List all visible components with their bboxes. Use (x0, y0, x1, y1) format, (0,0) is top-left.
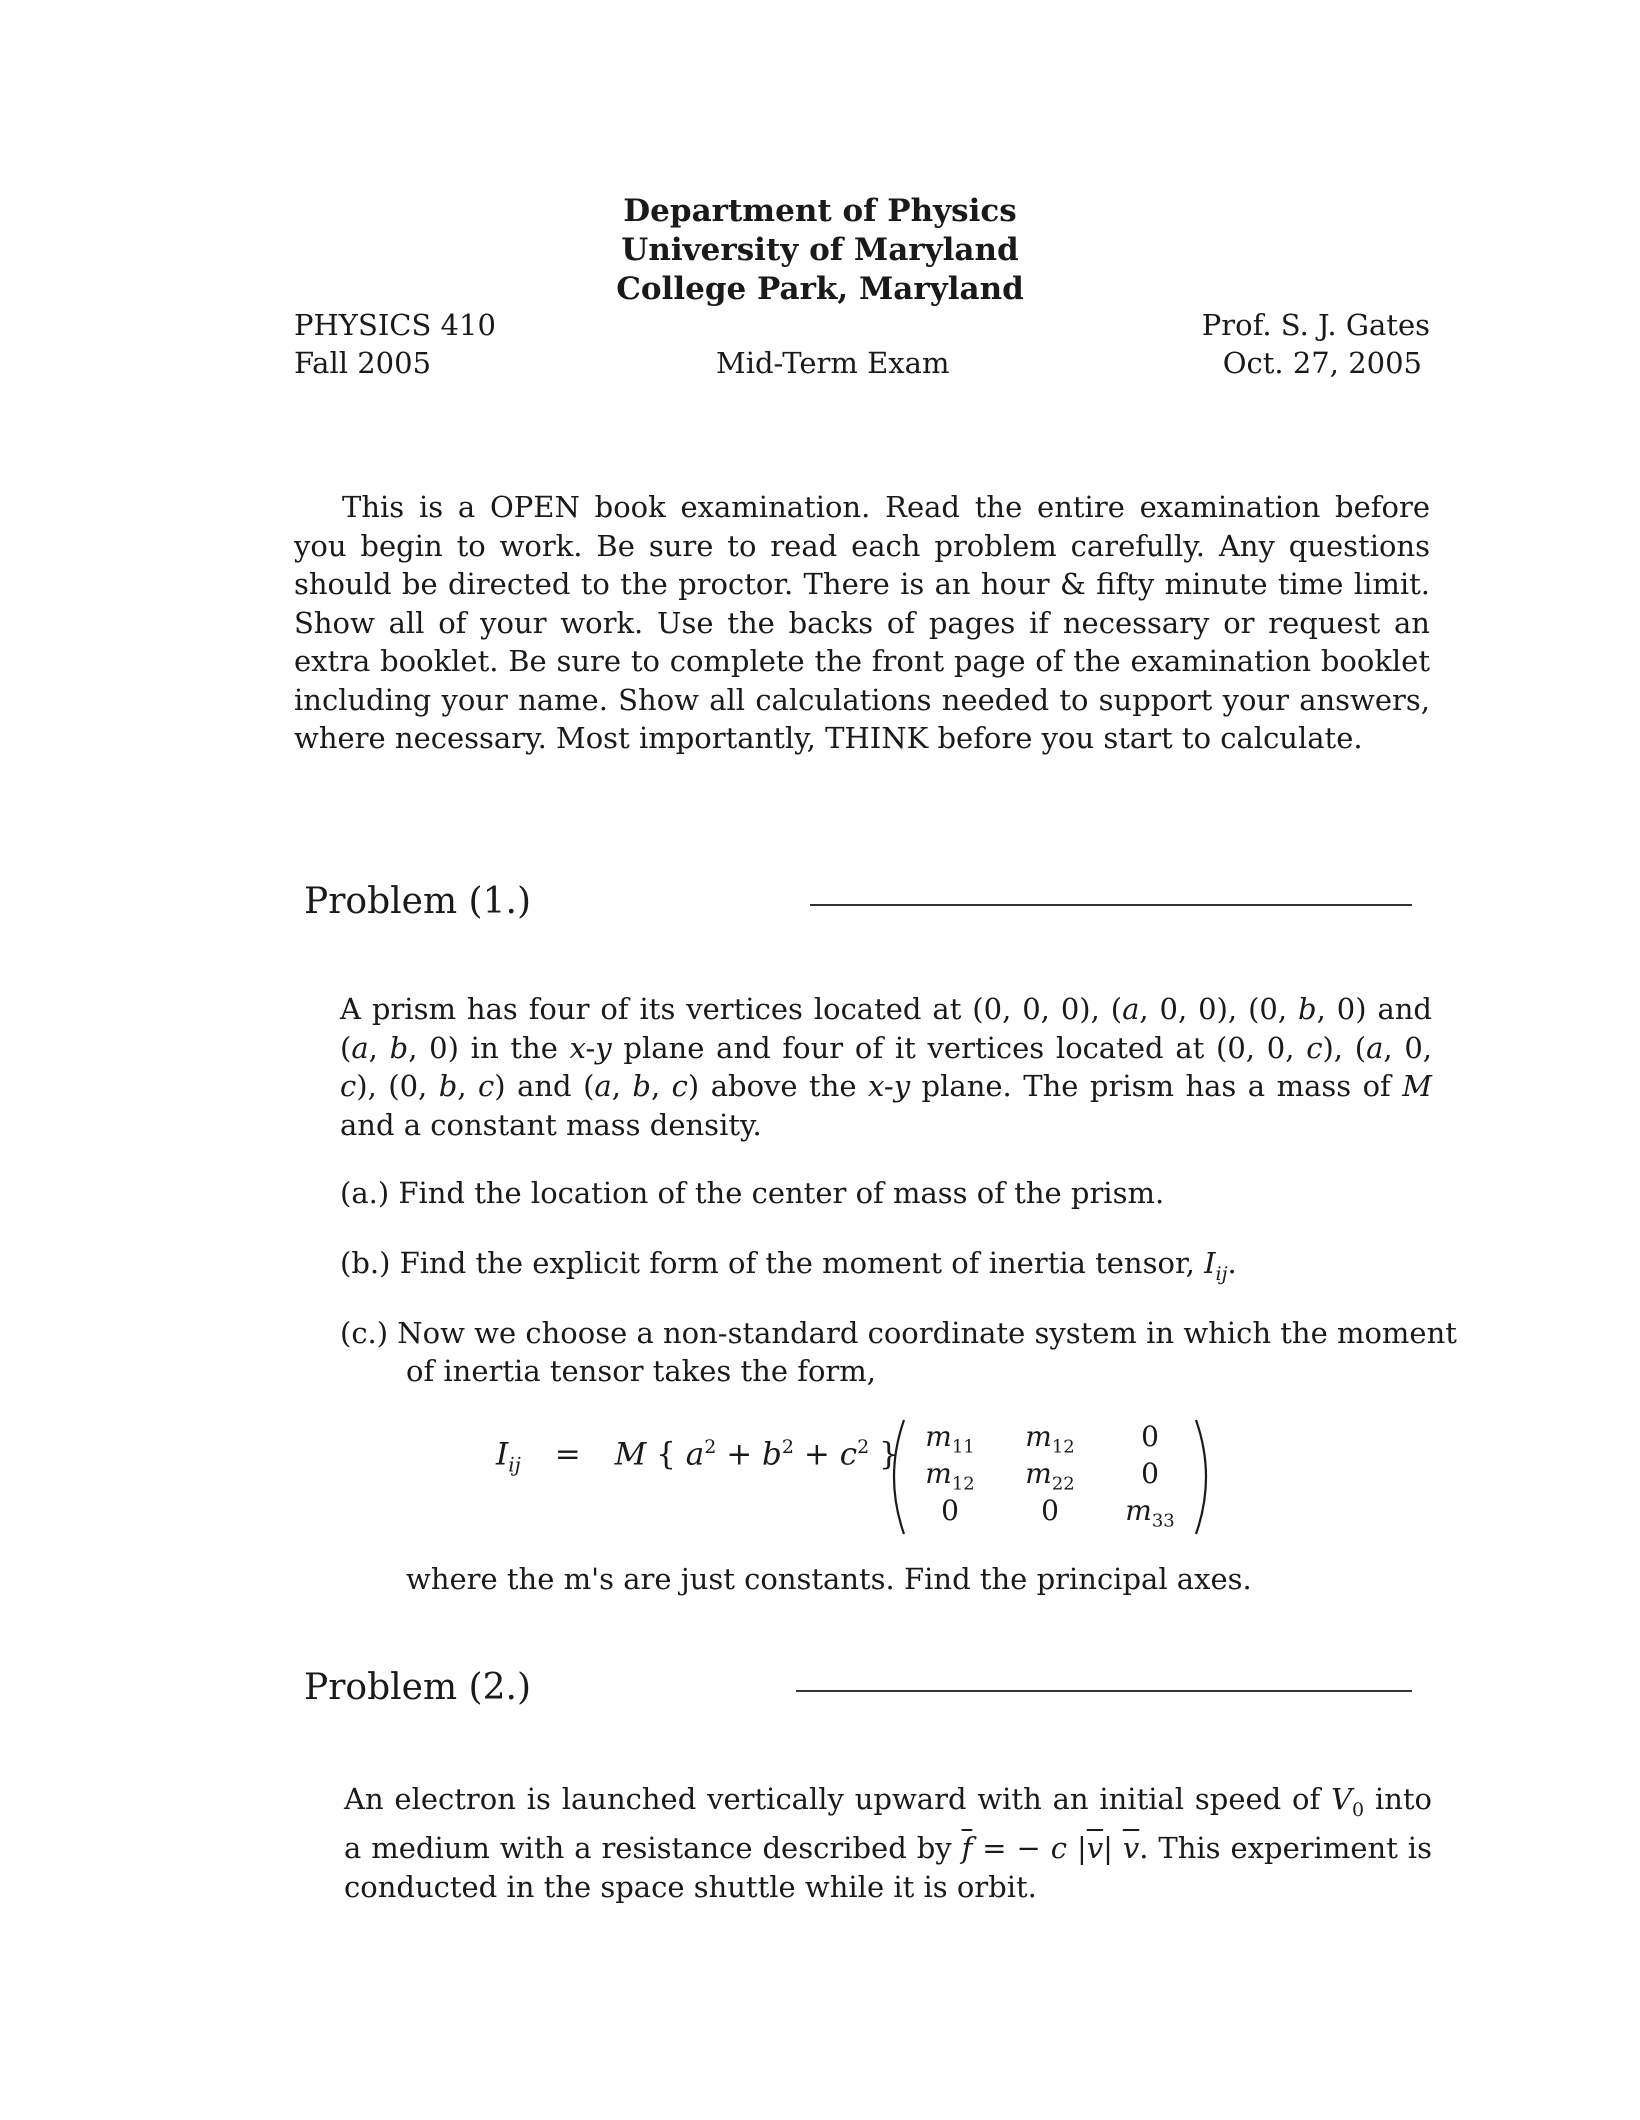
part-c-line-2: of inertia tensor takes the form, (406, 1354, 877, 1388)
instructions-paragraph: This is a OPEN book examination. Read the entire examination before you begin to work. Be sure to read each problem carefully. Any questions should be directed to the proctor. There is an hour & fifty minute time limit. Show all of your work. Use the backs of pages if necessary or request an extra booklet. Be sure to complete the front page of the examination booklet including your name. Show all calculations needed to support your answers, where necessary. Most importantly, THINK before you start to calculate. (294, 490, 1430, 755)
university-line: University of Maryland (621, 232, 1019, 268)
matrix-cell: 0 (1141, 1457, 1159, 1490)
problem-1-part-c (340, 1314, 1457, 1390)
matrix-cell: 0 (1141, 1420, 1159, 1453)
problem-1-rule (810, 904, 1412, 906)
exam-label: Mid-Term Exam (716, 346, 950, 380)
matrix-cell: $m_{11}$ (925, 1420, 975, 1458)
matrix-cell: $m_{33}$ (1125, 1494, 1175, 1532)
problem-1-part-c-conclusion: where the m's are just constants. Find the principal axes. (406, 1562, 1252, 1596)
department-header (0, 192, 1640, 309)
part-c-line-1: (c.) Now we choose a non-standard coordinate system in which the moment (340, 1316, 1457, 1350)
inertia-equation-lhs: $I_{ij} = M$ { $a^2 + b^2 + c^2$ } (496, 1436, 899, 1477)
problem-2-title: Problem (2.) (304, 1667, 531, 1708)
term-label: Fall 2005 (294, 346, 432, 380)
location-line: College Park, Maryland (616, 271, 1024, 307)
matrix-cell: 0 (1041, 1494, 1059, 1527)
problem-2-rule (796, 1690, 1412, 1692)
problem-2-statement: An electron is launched vertically upward with an initial speed of $V_0$ into a medium with a resistance described by $\overline{f}$ = − c $|\overline{v}|$ $\overline{v}$. This experiment is conducted in the space shuttle while it is orbit. (344, 1782, 1432, 1904)
problem-1-part-a: (a.) Find the location of the center of mass of the prism. (340, 1176, 1165, 1210)
matrix-cell: $m_{12}$ (925, 1457, 975, 1495)
professor-label: Prof. S. J. Gates (1201, 308, 1430, 342)
inertia-matrix (900, 1420, 1200, 1531)
department-line: Department of Physics (623, 193, 1017, 229)
problem-1-statement: A prism has four of its vertices located at (0, 0, 0), (a, 0, 0), (0, b, 0) and (a, b, 0) in the x-y plane and four of it vertices located at (0, 0, c), (a, 0, c), (0, b, c) and (a, b, c) above the x-y plane. The prism has a mass of M and a constant mass density. (340, 992, 1433, 1142)
date-label: Oct. 27, 2005 (1222, 346, 1422, 380)
matrix-cell: $m_{12}$ (1025, 1420, 1075, 1458)
matrix-cell: 0 (941, 1494, 959, 1527)
matrix-right-paren (1192, 1418, 1218, 1536)
matrix-cell: $m_{22}$ (1025, 1457, 1075, 1495)
problem-1-part-b: (b.) Find the explicit form of the moment of inertia tensor, $I_{ij}$. (340, 1246, 1237, 1285)
problem-1-title: Problem (1.) (304, 881, 531, 922)
course-label: PHYSICS 410 (294, 308, 496, 342)
